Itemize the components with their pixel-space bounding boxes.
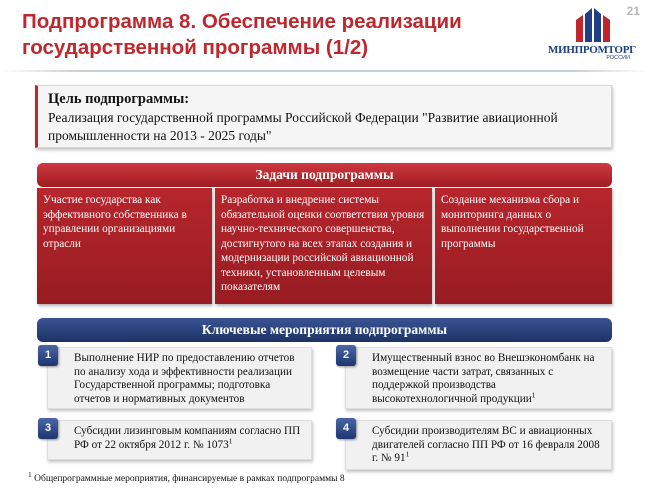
logo-emblem-icon <box>574 6 610 42</box>
event-card-2 <box>342 347 612 409</box>
footnote-text: Общепрограммные мероприятия, финансируемые в рамках подпрограммы 8 <box>31 474 345 484</box>
event-card-4 <box>342 420 612 470</box>
event-text: Имущественный взнос во Внешэкономбанк на возмещение части затрат, связанных с поддержкой производства высокотехнологичной продукции <box>372 352 595 405</box>
slide-title <box>22 9 542 61</box>
task-card-1: Участие государства как эффективного собственника в управлении организациями отрасли <box>37 188 212 304</box>
event-number-badge: 4 <box>336 418 356 439</box>
event-number-badge: 1 <box>38 345 58 366</box>
task-card-3: Создание механизма сбора и мониторинга данных о выполнении государственной программы <box>435 188 612 304</box>
event-card-1 <box>44 347 312 409</box>
footnote-marker: 1 <box>531 389 536 399</box>
page-number: 21 <box>626 4 640 18</box>
header-divider <box>0 70 650 72</box>
footnote-marker: 1 <box>405 449 410 459</box>
event-number-badge: 2 <box>336 345 356 366</box>
tasks-heading: Задачи подпрограммы <box>37 163 612 187</box>
footnote <box>28 469 345 484</box>
events-heading: Ключевые мероприятия подпрограммы <box>37 318 612 342</box>
footnote-marker: 1 <box>228 435 233 445</box>
task-card-2: Разработка и внедрение системы обязательной оценки соответствия уровня научно-технического совершенства, достигнутого на всех этапах создания и модернизации российской авиационной техники, установленным целевым показателям <box>215 188 432 304</box>
event-text: Субсидии лизинговым компаниям согласно ПП РФ от 22 октября 2012 г. № 1073 <box>74 425 301 451</box>
logo-subtext: РОССИИ <box>606 55 630 61</box>
event-text: Выполнение НИР по предоставлению отчетов по анализу хода и эффективности реализации Государственной программы; подготовка отчетов и нормативных документов <box>74 352 295 405</box>
footnote-marker: 1 <box>28 469 32 479</box>
event-number-badge: 3 <box>38 418 58 439</box>
logo-text: МИНПРОМТОРГ <box>548 44 636 56</box>
goal-box <box>35 85 612 148</box>
title-line-1: Подпрограмма 8. Обеспечение реализации <box>22 10 462 33</box>
goal-title: Цель подпрограммы: <box>48 91 190 107</box>
title-line-2: государственной программы (1/2) <box>22 36 369 59</box>
goal-text: Реализация государственной программы Российской Федерации "Развитие авиационной промышленности на 2013 - 2025 годы" <box>48 110 558 143</box>
event-card-3 <box>44 420 312 460</box>
event-text: Субсидии производителям ВС и авиационных двигателей согласно ПП РФ от 16 февраля 2008 г. № 91 <box>372 425 600 464</box>
